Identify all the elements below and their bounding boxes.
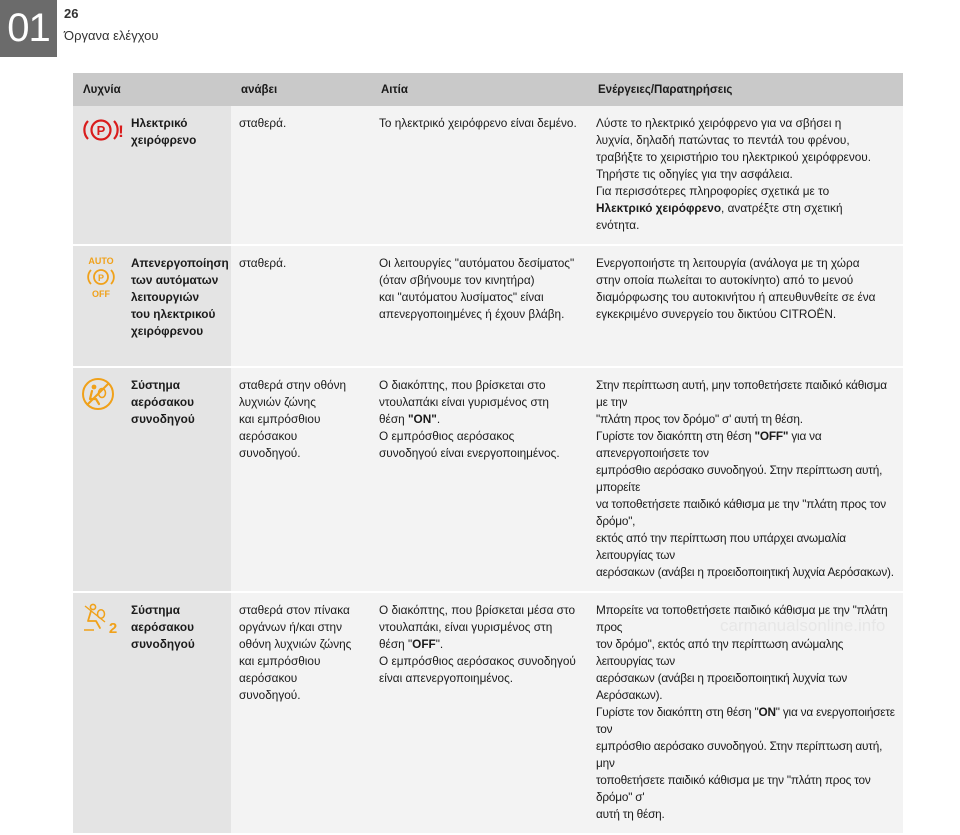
action-bold-text: Ηλεκτρικό χειρόφρενο bbox=[596, 201, 722, 215]
action-text: Ενεργοποιήστε τη λειτουργία (ανάλογα με τη χώρα bbox=[596, 256, 860, 270]
switch-position-value: "OFF" bbox=[754, 429, 789, 443]
icon-cell bbox=[73, 367, 123, 592]
light-name: των αυτόματων bbox=[131, 273, 219, 287]
action-text: στην οποία πωλείται το αυτοκίνητο) από το μενού bbox=[596, 273, 854, 287]
action-text: αερόσακων (ανάβει η προειδοποιητική λυχνία Αερόσακων). bbox=[596, 565, 894, 579]
parking-brake-warning-icon bbox=[81, 115, 125, 145]
lit-text: λυχνιών ζώνης bbox=[239, 395, 316, 409]
lit-text: συνοδηγού. bbox=[239, 688, 301, 702]
cause-text: ντουλαπάκι είναι γυρισμένος στη bbox=[379, 395, 549, 409]
cause-text: ντουλαπάκι, είναι γυρισμένος στη bbox=[379, 620, 553, 634]
lit-text: οθόνη λυχνιών ζώνης bbox=[239, 637, 352, 651]
action-text: τραβήξτε το χειριστήριο του ηλεκτρικού χειρόφρενου. bbox=[596, 150, 872, 164]
airbag-off-icon bbox=[81, 377, 115, 411]
icon-text-off: OFF bbox=[92, 289, 110, 299]
cause-text: Ο εμπρόσθιος αερόσακος bbox=[379, 429, 515, 443]
switch-position-value: ON bbox=[758, 705, 776, 719]
svg-text:P: P bbox=[96, 123, 106, 138]
lit-text: σταθερά. bbox=[239, 256, 287, 270]
icon-cell bbox=[73, 106, 123, 245]
cause-text: Ο διακόπτης, που βρίσκεται στο bbox=[379, 378, 546, 392]
lit-text: αερόσακου bbox=[239, 429, 298, 443]
light-name: αερόσακου bbox=[131, 620, 194, 634]
light-name: Απενεργοποίηση bbox=[131, 256, 229, 270]
action-text: "πλάτη προς τον δρόμο" σ' αυτή τη θέση. bbox=[596, 412, 803, 426]
airbag-passenger-icon bbox=[81, 602, 121, 636]
light-name: Ηλεκτρικό bbox=[131, 116, 188, 130]
column-header-cause: Αιτία bbox=[371, 73, 588, 106]
action-text: αυτή τη θέση. bbox=[596, 807, 665, 821]
cause-text: Ο διακόπτης, που βρίσκεται μέσα στο bbox=[379, 603, 576, 617]
watermark: carmanualsonline.info bbox=[720, 616, 886, 635]
cause-text: . bbox=[436, 412, 441, 426]
lit-text: αερόσακου bbox=[239, 671, 298, 685]
action-text: διαμόρφωσης του αυτοκινήτου ή απευθυνθείτε σε ένα bbox=[596, 290, 876, 304]
action-text: λυχνία, δηλαδή πατώντας το πεντάλ του φρένου, bbox=[596, 133, 850, 147]
section-title: Όργανα ελέγχου bbox=[64, 28, 159, 43]
switch-position-value: "ON" bbox=[407, 412, 437, 426]
lit-text: σταθερά. bbox=[239, 116, 287, 130]
cause-text: θέση " bbox=[379, 637, 413, 651]
page-number: 26 bbox=[64, 6, 79, 21]
action-text: Λύστε το ηλεκτρικό χειρόφρενο για να σβήσει η bbox=[596, 116, 842, 130]
cause-text: θέση bbox=[379, 412, 408, 426]
lit-text: σταθερά στον πίνακα bbox=[239, 603, 350, 617]
cause-text: (όταν σβήνουμε τον κινητήρα) bbox=[379, 273, 535, 287]
cause-text: Ο εμπρόσθιος αερόσακος συνοδηγού bbox=[379, 654, 576, 668]
svg-text:!: ! bbox=[118, 122, 124, 141]
action-text: , ανατρέξτε στη σχετική bbox=[721, 201, 843, 215]
lit-text: συνοδηγού. bbox=[239, 446, 301, 460]
auto-off-parking-brake-icon bbox=[81, 255, 121, 299]
action-text: εμπρόσθιο αερόσακο συνοδηγού. Στην περίπτωση αυτή, μπορείτε bbox=[596, 463, 883, 494]
lit-text: οργάνων ή/και στην bbox=[239, 620, 342, 634]
light-name: συνοδηγού bbox=[131, 637, 195, 651]
icon-text-auto: AUTO bbox=[88, 256, 114, 266]
chapter-tab: 01 bbox=[0, 0, 57, 57]
action-text: Στην περίπτωση αυτή, μην τοποθετήσετε παιδικό κάθισμα με την bbox=[596, 378, 887, 409]
cause-text: Το ηλεκτρικό χειρόφρενο είναι δεμένο. bbox=[379, 116, 577, 130]
action-text: εγκεκριμένο συνεργείο του δικτύου CITROËN. bbox=[596, 307, 837, 321]
lit-text: και εμπρόσθιου bbox=[239, 412, 321, 426]
column-header-lit: ανάβει bbox=[231, 73, 371, 106]
light-name: λειτουργιών bbox=[131, 290, 200, 304]
light-name: αερόσακου bbox=[131, 395, 194, 409]
action-text: ενότητα. bbox=[596, 218, 640, 232]
action-text: εκτός από την περίπτωση που υπάρχει ανωμαλία λειτουργίας των bbox=[596, 531, 846, 562]
cause-text: και "αυτόματου λυσίματος" είναι bbox=[379, 290, 544, 304]
action-text: για να απενεργοποιήσετε τον bbox=[596, 429, 822, 460]
table-row bbox=[73, 245, 903, 367]
light-name: Σύστημα bbox=[131, 378, 180, 392]
action-text: Για περισσότερες πληροφορίες σχετικά με το bbox=[596, 184, 830, 198]
action-text: αερόσακων (ανάβει η προειδοποιητική λυχνία των Αερόσακων). bbox=[596, 671, 848, 702]
cause-text: Οι λειτουργίες "αυτόματου δεσίματος" bbox=[379, 256, 575, 270]
lit-text: και εμπρόσθιου bbox=[239, 654, 321, 668]
icon-number: 2 bbox=[108, 620, 118, 636]
light-name: χειρόφρενο bbox=[131, 133, 197, 147]
action-text: να τοποθετήσετε παιδικό κάθισμα με την "πλάτη προς τον δρόμο", bbox=[596, 497, 886, 528]
cause-text: συνοδηγού είναι ενεργοποιημένος. bbox=[379, 446, 560, 460]
lit-text: σταθερά στην οθόνη bbox=[239, 378, 347, 392]
cause-text: απενεργοποιημένες ή έχουν βλάβη. bbox=[379, 307, 565, 321]
table-row bbox=[73, 106, 903, 245]
light-name: χειρόφρενου bbox=[131, 324, 204, 338]
column-header-light: Λυχνία bbox=[73, 73, 231, 106]
action-text: Γυρίστε τον διακόπτη στη θέση " bbox=[596, 705, 759, 719]
cause-text: είναι απενεργοποιημένος. bbox=[379, 671, 514, 685]
table-row bbox=[73, 367, 903, 592]
switch-position-value: OFF bbox=[412, 637, 436, 651]
light-name: του ηλεκτρικού bbox=[131, 307, 216, 321]
cause-text: ". bbox=[435, 637, 444, 651]
action-text: Μπορείτε να τοποθετήσετε παιδικό κάθισμα με την "πλάτη προς bbox=[596, 603, 888, 634]
action-text: εμπρόσθιο αερόσακο συνοδηγού. Στην περίπτωση αυτή, μην bbox=[596, 739, 883, 770]
action-text: Τηρήστε τις οδηγίες για την ασφάλεια. bbox=[596, 167, 793, 181]
icon-cell bbox=[73, 592, 123, 834]
action-text: " για να ενεργοποιήσετε τον bbox=[596, 705, 895, 736]
action-text: Γυρίστε τον διακόπτη στη θέση bbox=[596, 429, 755, 443]
column-header-actions: Ενέργειες/Παρατηρήσεις bbox=[588, 73, 903, 106]
light-name: συνοδηγού bbox=[131, 412, 195, 426]
icon-cell bbox=[73, 245, 123, 367]
action-text: τον δρόμο", εκτός από την περίπτωση ανώμαλης λειτουργίας των bbox=[596, 637, 844, 668]
warning-lights-table bbox=[73, 73, 903, 835]
table-header-row bbox=[73, 73, 903, 106]
action-text: τοποθετήσετε παιδικό κάθισμα με την "πλάτη προς τον δρόμο" σ' bbox=[596, 773, 871, 804]
svg-text:P: P bbox=[97, 273, 105, 283]
light-name: Σύστημα bbox=[131, 603, 180, 617]
